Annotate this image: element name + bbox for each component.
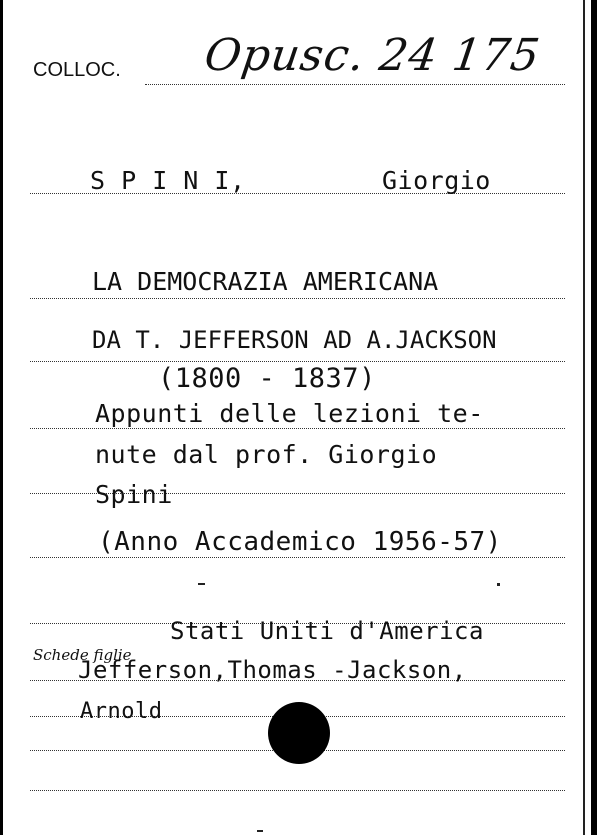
- note-line-1: Appunti delle lezioni te-: [95, 399, 484, 428]
- ruled-line: [30, 428, 565, 429]
- note-line-3: Spini: [95, 480, 173, 509]
- ruled-line: [30, 790, 565, 791]
- subject-heading-2: Jefferson,Thomas -Jackson,: [78, 656, 467, 684]
- ruled-line: [30, 361, 565, 362]
- ruled-line: [30, 557, 565, 558]
- shelfmark-handwritten: Opusc. 24 175: [201, 30, 544, 81]
- punch-hole: [268, 702, 330, 764]
- dates: (1800 - 1837): [158, 363, 376, 394]
- ruled-line: [30, 298, 565, 299]
- stray-mark: [198, 583, 205, 585]
- author-surname: S P I N I,: [90, 166, 246, 195]
- card-left-edge: [0, 0, 3, 835]
- stray-mark: [497, 583, 500, 586]
- academic-year: (Anno Accademico 1956-57): [98, 527, 502, 557]
- card-right-edge: [591, 0, 597, 835]
- colloc-label: COLLOC.: [33, 59, 121, 81]
- title-line-1: LA DEMOCRAZIA AMERICANA: [92, 267, 439, 296]
- stray-mark: [257, 830, 263, 832]
- note-line-2: nute dal prof. Giorgio: [95, 440, 438, 469]
- subject-heading-3: Arnold: [80, 699, 163, 724]
- card-right-border: [583, 0, 585, 835]
- ruled-line: [145, 84, 565, 85]
- subject-heading-1: Stati Uniti d'America: [170, 617, 484, 645]
- title-line-2: DA T. JEFFERSON AD A.JACKSON: [92, 326, 497, 354]
- schede-figlie-label: Schede figlie: [33, 646, 132, 664]
- author-firstname: Giorgio: [382, 166, 491, 195]
